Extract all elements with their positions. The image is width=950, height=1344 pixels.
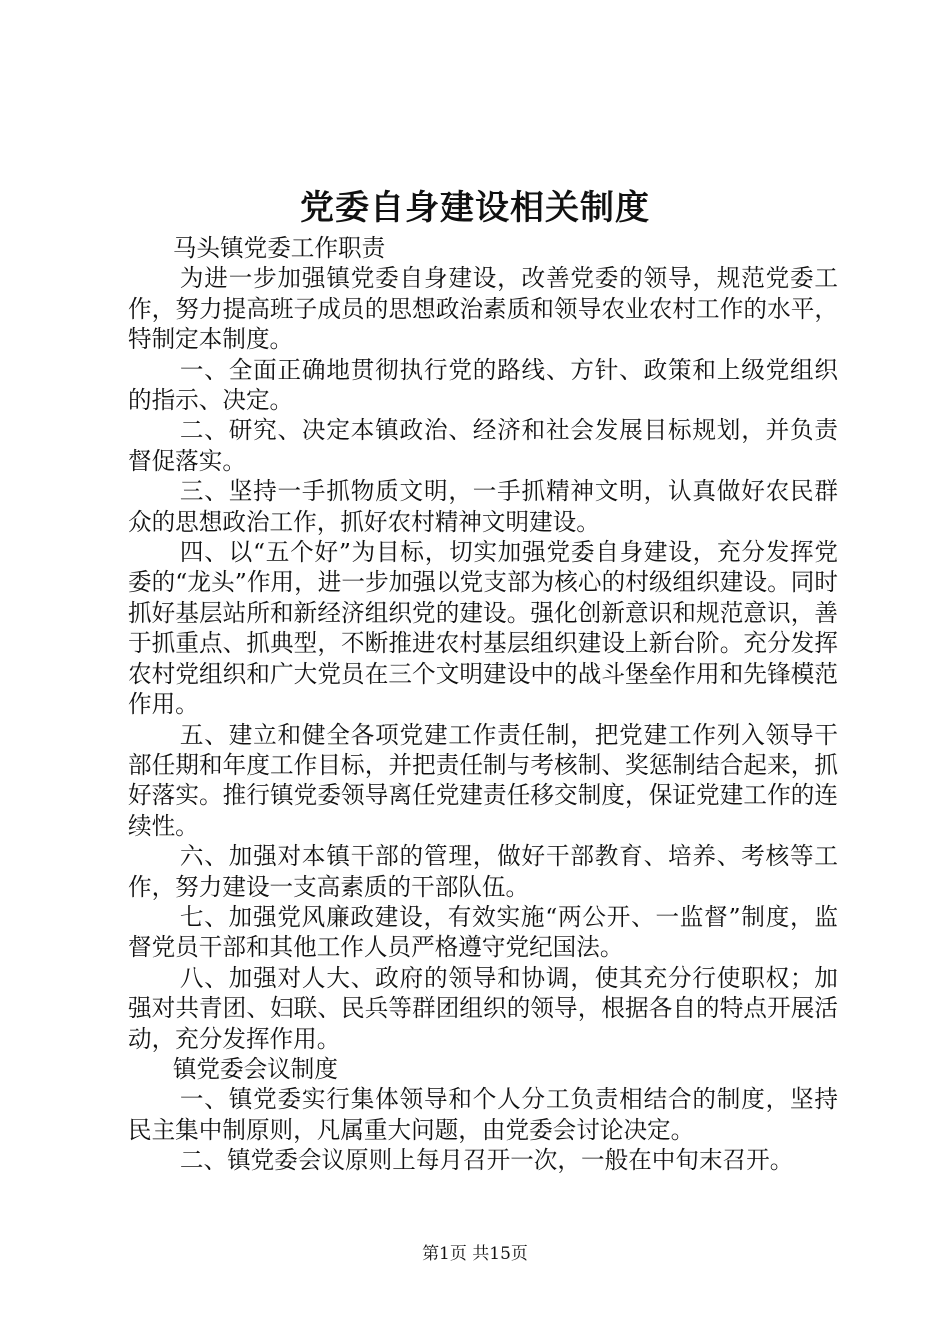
document-body — [128, 233, 838, 1176]
paragraph: 二、研究、决定本镇政治、经济和社会发展目标规划，并负责督促落实。 — [128, 416, 838, 475]
paragraph: 三、坚持一手抓物质文明，一手抓精神文明，认真做好农民群众的思想政治工作，抓好农村精神文明建设。 — [128, 477, 838, 536]
paragraph: 六、加强对本镇干部的管理，做好干部教育、培养、考核等工作，努力建设一支高素质的干部队伍。 — [128, 842, 838, 901]
page-number: 第1页 共15页 — [422, 1244, 528, 1264]
paragraph: 一、镇党委实行集体领导和个人分工负责相结合的制度，坚持民主集中制原则，凡属重大问题，由党委会讨论决定。 — [128, 1085, 838, 1144]
section-heading: 镇党委会议制度 — [172, 1054, 338, 1083]
paragraph: 八、加强对人大、政府的领导和协调，使其充分行使职权；加强对共青团、妇联、民兵等群团组织的领导，根据各自的特点开展活动，充分发挥作用。 — [128, 963, 838, 1053]
paragraph: 四、以“五个好”为目标，切实加强党委自身建设，充分发挥党委的“龙头”作用，进一步加强以党支部为核心的村级组织建设。同时抓好基层站所和新经济组织党的建设。强化创新意识和规范意识，善于抓重点、抓典型，不断推进农村基层组织建设上新台阶。充分发挥农村党组织和广大党员在三个文明建设中的战斗堡垒作用和先锋模范作用。 — [128, 538, 838, 719]
paragraph: 二、镇党委会议原则上每月召开一次，一般在中旬末召开。 — [179, 1146, 794, 1175]
section-heading: 马头镇党委工作职责 — [172, 234, 386, 262]
paragraph: 五、建立和健全各项党建工作责任制，把党建工作列入领导干部任期和年度工作目标，并把责任制与考核制、奖惩制结合起来，抓好落实。推行镇党委领导离任党建责任移交制度，保证党建工作的连续性。 — [128, 720, 838, 840]
paragraph: 七、加强党风廉政建设，有效实施“两公开、一监督”制度，监督党员干部和其他工作人员严格遵守党纪国法。 — [128, 902, 838, 962]
paragraph: 一、全面正确地贯彻执行党的路线、方针、政策和上级党组织的指示、决定。 — [128, 355, 838, 415]
document-title: 党委自身建设相关制度 — [300, 188, 650, 228]
paragraph: 为进一步加强镇党委自身建设，改善党委的领导，规范党委工作，努力提高班子成员的思想政治素质和领导农业农村工作的水平，特制定本制度。 — [128, 264, 838, 354]
